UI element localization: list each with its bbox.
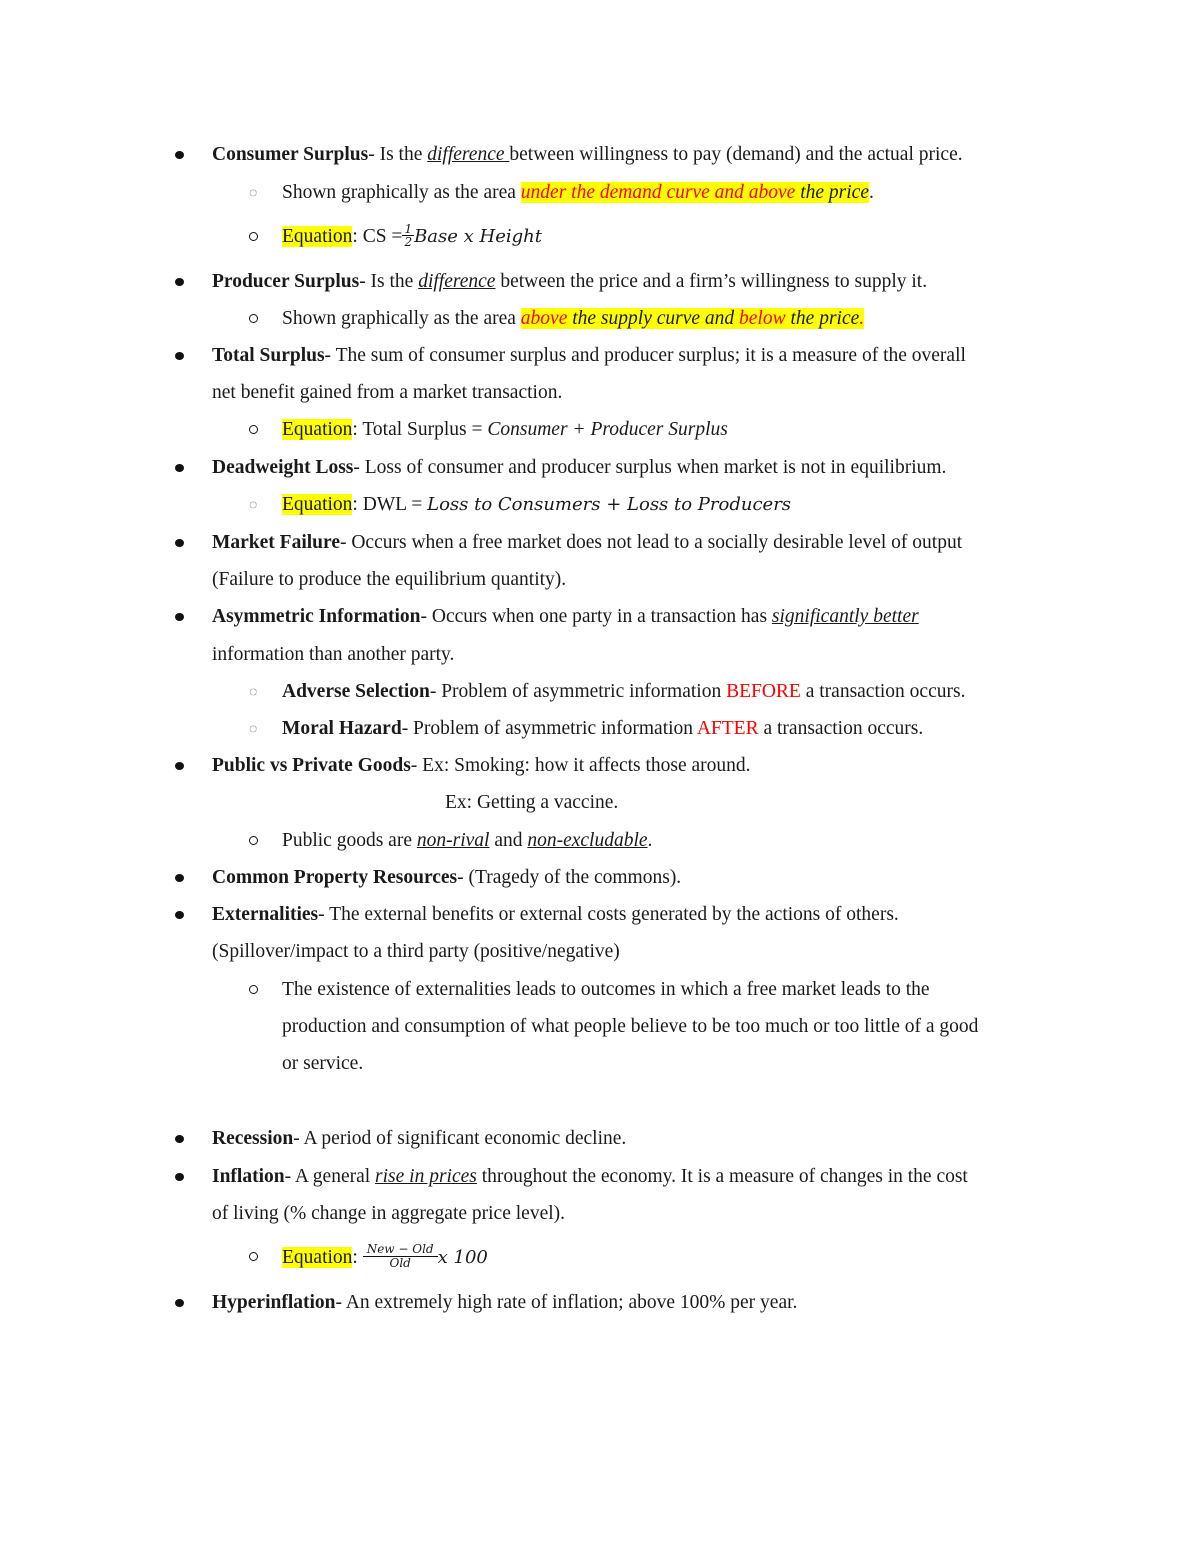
fraction-inflation: $\frac{\text{New − Old}}{\text{Old}}$ (363, 1243, 438, 1270)
sub-bullet-ring-icon (249, 985, 258, 994)
sub-bullet-ring-icon (249, 425, 258, 434)
bullet-dot-icon (175, 151, 184, 159)
bullet-dot-icon (175, 1299, 184, 1307)
sub-bullet-ring-icon (249, 836, 258, 845)
bullet-dot-icon (175, 911, 184, 919)
bullet-dot-icon (175, 762, 184, 770)
sub-bullet-icon: ◌ (249, 722, 258, 737)
bullet-dot-icon (175, 874, 184, 882)
bullet-dot-icon (175, 464, 184, 472)
document-page: Consumer Surplus- Is the difference between willingness to pay (demand) and the actual price. ◌ Shown graphically as the area under the demand curve and above the price. Equation: CS = $\frac{1}{2}$ Base x Height Producer Surplus- Is the difference between the price and a firm’s willingness to supply it. Shown graphically as the area above the supply curve and below the price. Total Surplus- The sum of consumer surplus and producer surplus; it is a measure of the overall net benefit gained from a market transaction. Equation: Total Surplus = Consumer + Producer Surplus Deadweight Loss- Loss of consumer and producer surplus when market is not in equilibrium. ◌ Equation: DWL = Loss to Consumers + Loss to Producers Market Failure- Occurs when a free market does not lead to a socially desirable level of output (Failure to produce the equilibrium quantity). Asymmetric Information- Occurs when one party in a transaction has significantly better information than another party. ◌ Adverse Selection- Problem of asymmetric information BEFORE a transaction occurs. ◌ Moral Hazard- Problem of asymmetric information AFTER a transaction occurs. Public vs Private Goods- Ex: Smoking: how it affects those around. Ex: Getting a vaccine. Public goods are non-rival and non-excludable. Common Property Resources- (Tragedy of the commons). Externalities- The external benefits or external costs generated by the actions of others. (Spillover/impact to a third party (positive/negative) The existence of externalities leads to outcomes in which a free market leads to the production and consumption of what people believe to be too much or too little of a good or service. Recession- A period of significant economic decline. Inflation- A general rise in prices throughout the economy. It is a measure of changes in the cost of living (% change in aggregate price level). Equation: $\frac{\text{New − Old}}{\text{Old}}$ x 100 Hyperinflation- An extremely high rate of inflation; above 100% per year. (0, 0, 1200, 1553)
bullet-dot-icon (175, 613, 184, 621)
sub-bullet-icon: ◌ (249, 498, 258, 513)
bullet-dot-icon (175, 539, 184, 547)
bullet-dot-icon (175, 352, 184, 360)
sub-bullet-ring-icon (249, 1252, 258, 1261)
bullet-dot-icon (175, 278, 184, 286)
fraction-half: $\frac{1}{2}$ (404, 222, 413, 250)
sub-bullet-ring-icon (249, 314, 258, 323)
bullet-dot-icon (175, 1135, 184, 1143)
sub-bullet-icon: ◌ (249, 685, 258, 700)
sub-bullet-icon: ◌ (249, 186, 258, 201)
term: Consumer Surplus (212, 144, 369, 165)
bullet-dot-icon (175, 1173, 184, 1181)
sub-bullet-ring-icon (249, 232, 258, 241)
